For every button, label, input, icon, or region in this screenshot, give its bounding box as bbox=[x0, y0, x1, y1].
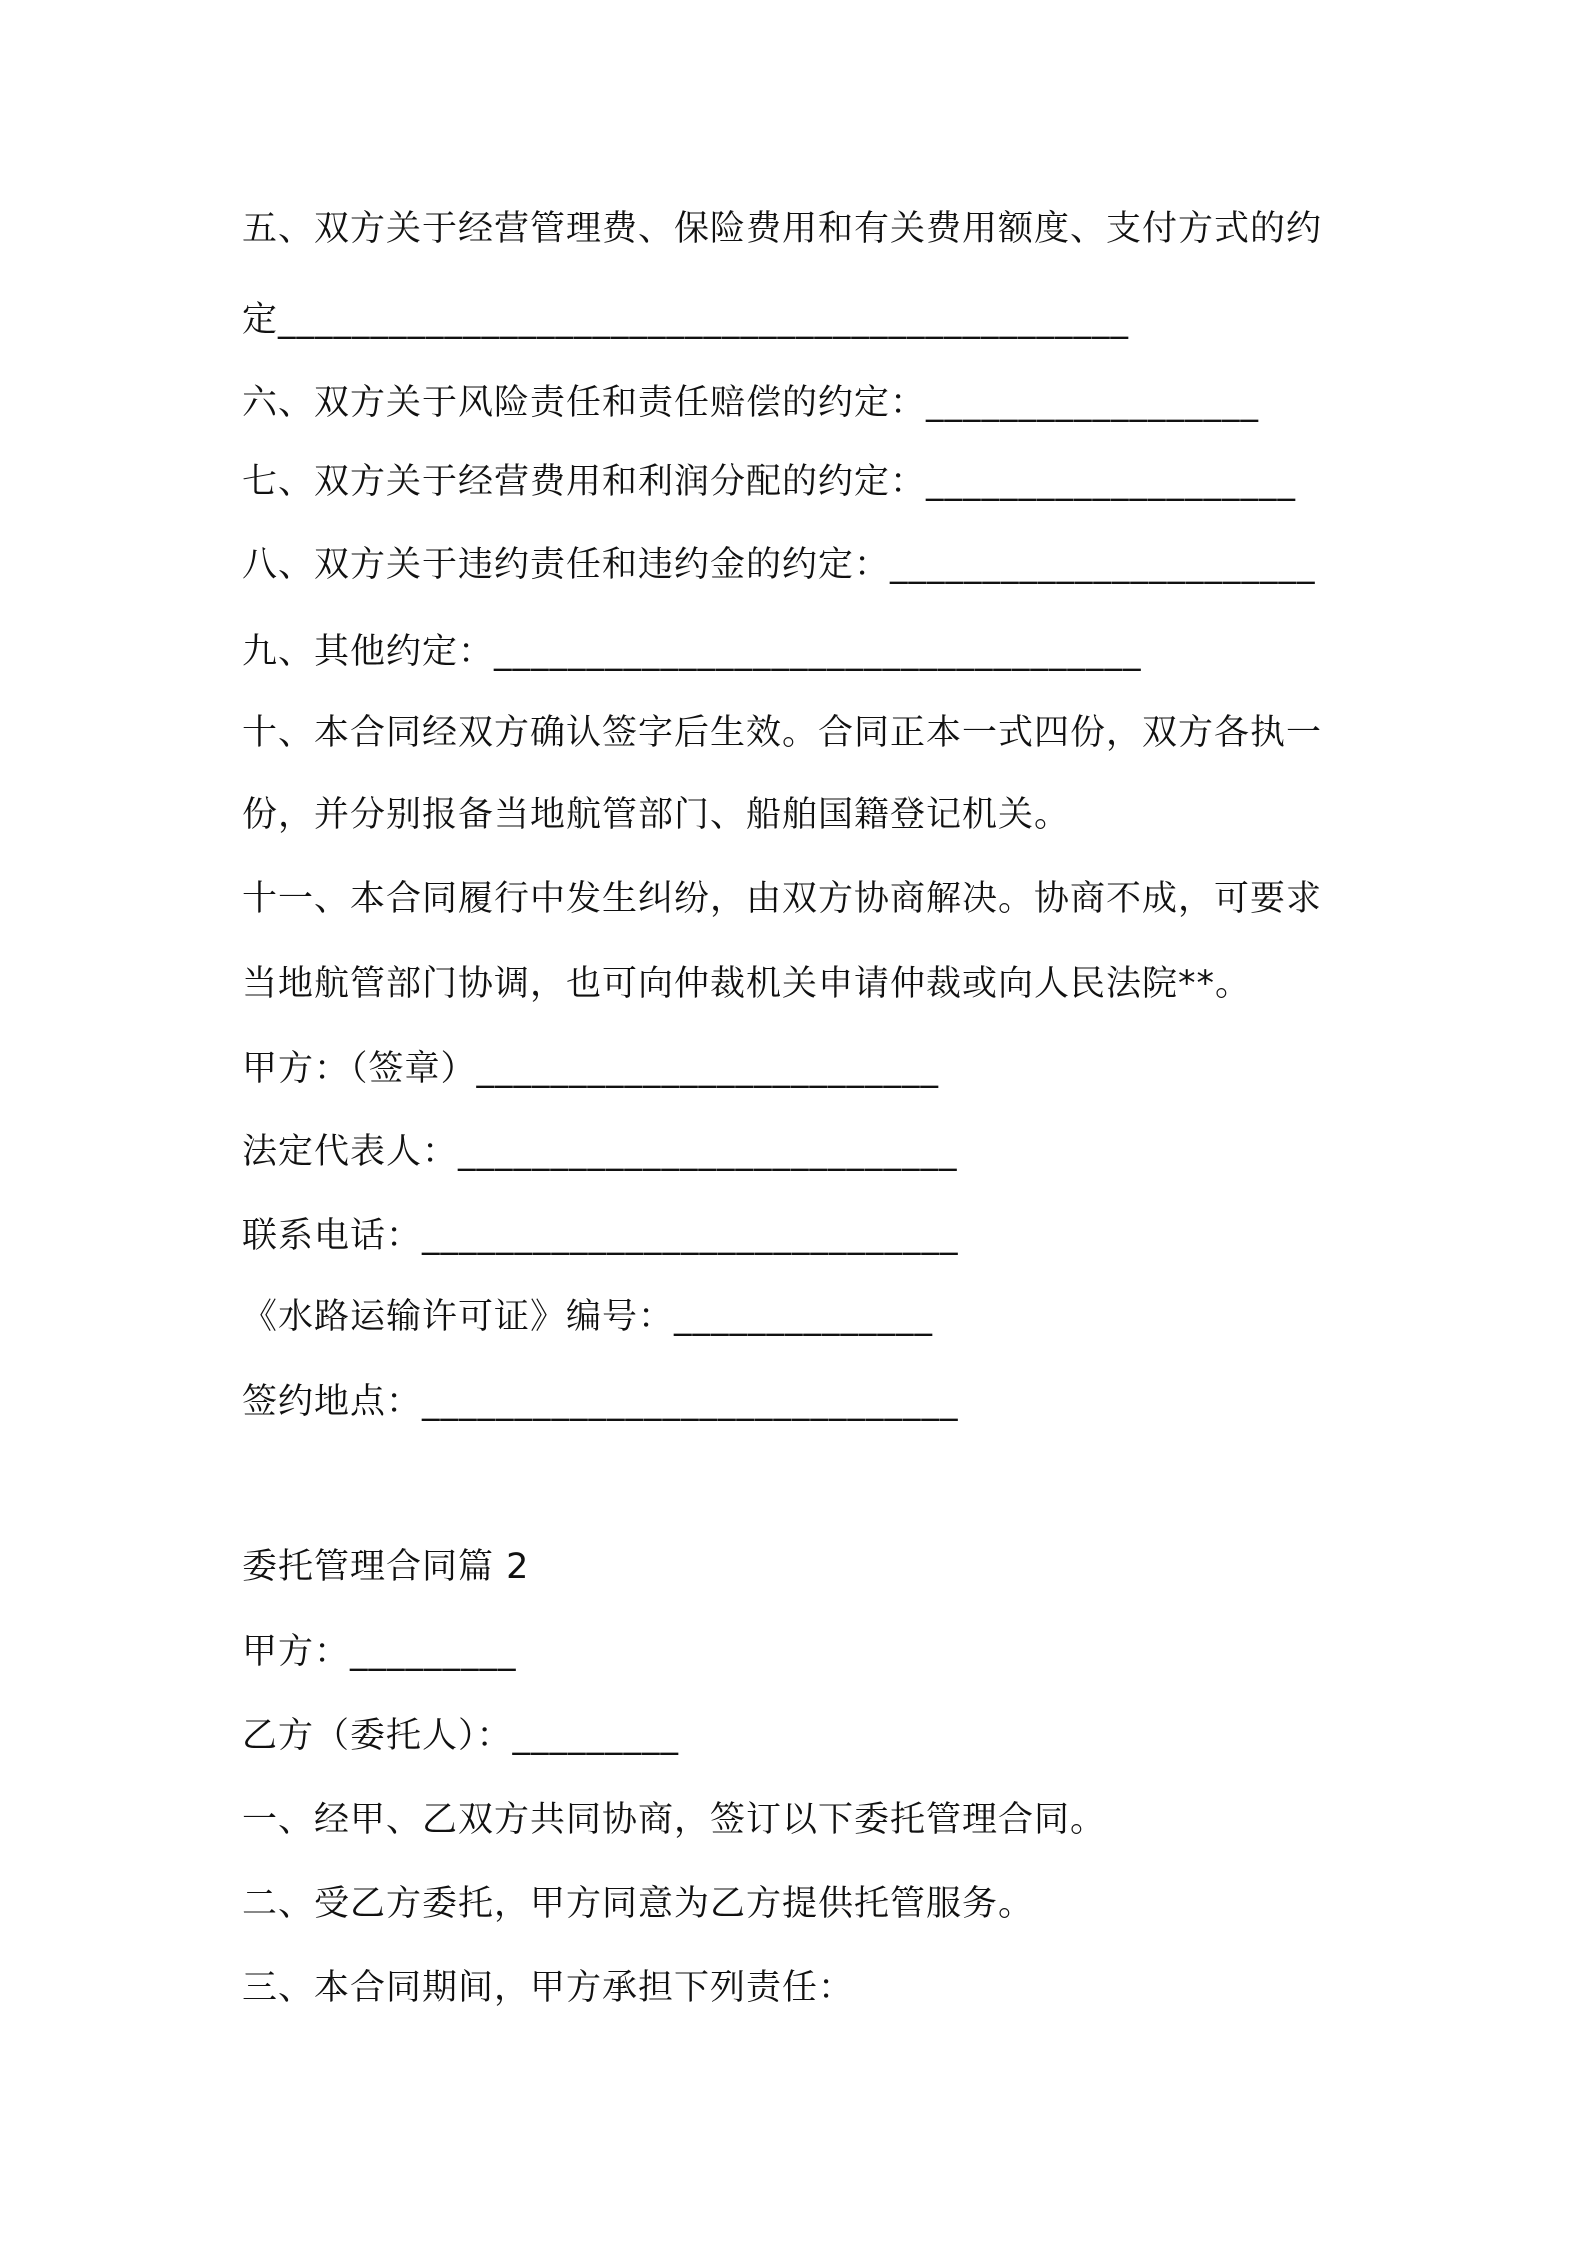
clause-5-line-1: 五、双方关于经营管理费、保险费用和有关费用额度、支付方式的约 bbox=[242, 209, 1323, 249]
clause-8: 八、双方关于违约责任和违约金的约定：_______________________ bbox=[242, 545, 1316, 585]
license-number-line: 《水路运输许可证》编号：______________ bbox=[242, 1297, 934, 1337]
article-1: 一、经甲、乙双方共同协商，签订以下委托管理合同。 bbox=[242, 1800, 1107, 1840]
clause-6: 六、双方关于风险责任和责任赔偿的约定：__________________ bbox=[242, 383, 1260, 423]
clause-11-line-1: 十一、本合同履行中发生纠纷，由双方协商解决。协商不成，可要求 bbox=[242, 879, 1323, 919]
clause-5-line-2: 定______________________________________________ bbox=[242, 300, 1130, 340]
party-a-signature-line: 甲方：（签章）_________________________ bbox=[242, 1049, 940, 1089]
article-3: 三、本合同期间，甲方承担下列责任： bbox=[242, 1968, 855, 2008]
clause-10-line-1: 十、本合同经双方确认签字后生效。合同正本一式四份，双方各执一 bbox=[242, 713, 1323, 753]
clause-9: 九、其他约定：___________________________________ bbox=[242, 632, 1142, 672]
section-title: 委托管理合同篇 2 bbox=[242, 1547, 530, 1587]
clause-7: 七、双方关于经营费用和利润分配的约定：____________________ bbox=[242, 462, 1297, 502]
party-a-line: 甲方：_________ bbox=[242, 1632, 517, 1672]
article-2: 二、受乙方委托，甲方同意为乙方提供托管服务。 bbox=[242, 1884, 1035, 1924]
party-b-line: 乙方（委托人）：_________ bbox=[242, 1716, 680, 1756]
signing-place-line: 签约地点：_____________________________ bbox=[242, 1382, 959, 1422]
contact-phone-line: 联系电话：_____________________________ bbox=[242, 1216, 959, 1256]
clause-11-line-2: 当地航管部门协调，也可向仲裁机关申请仲裁或向人民法院**。 bbox=[242, 964, 1252, 1004]
legal-representative-line: 法定代表人：___________________________ bbox=[242, 1132, 958, 1172]
clause-10-line-2: 份，并分别报备当地航管部门、船舶国籍登记机关。 bbox=[242, 795, 1071, 835]
